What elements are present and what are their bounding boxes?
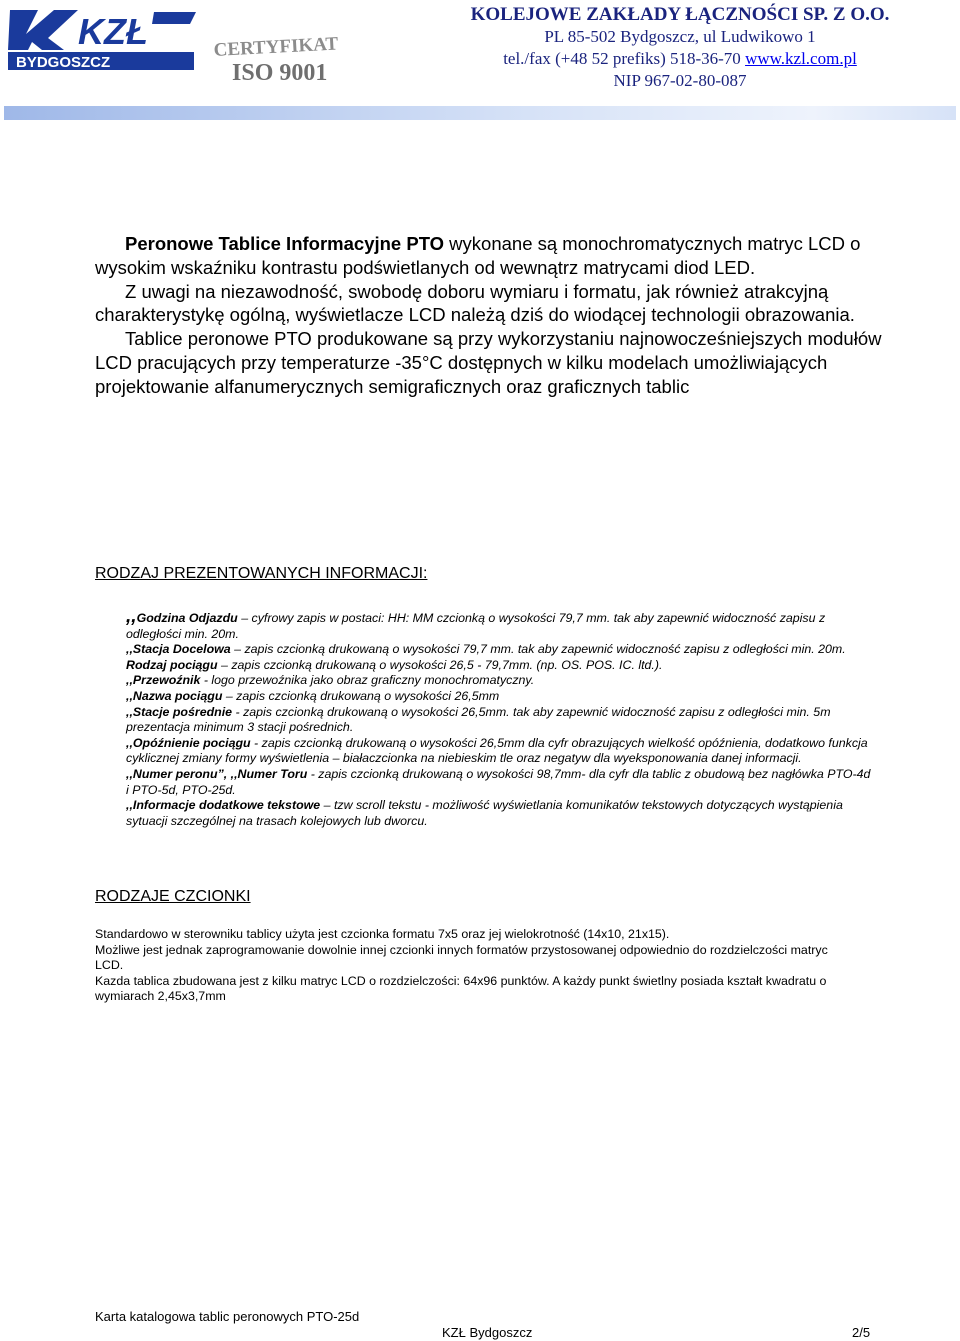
info-item-description: – zapis czcionką drukowaną o wysokości 79,7 mm. tak aby zapewnić widoczność zapisu z odległości min. 20m. bbox=[230, 642, 846, 657]
info-item-quote: ,, bbox=[126, 735, 133, 750]
footer-doc-title: Karta katalogowa tablic peronowych PTO-25d bbox=[95, 1309, 360, 1324]
intro-paragraph-3 bbox=[95, 327, 885, 398]
info-item-description: - zapis czcionką drukowaną o wysokości 26,5mm. tak aby zapewnić widoczność zapisu z odległości min. 5m prezentacja minimum 3 stacji pośrednich. bbox=[126, 704, 831, 735]
svg-text:KZŁ: KZŁ bbox=[78, 11, 148, 52]
info-item bbox=[126, 642, 871, 658]
info-item-quote: ,, bbox=[126, 766, 133, 781]
info-item bbox=[126, 689, 871, 705]
kzl-logo bbox=[4, 4, 200, 72]
info-item-quote: ,, bbox=[126, 642, 133, 657]
info-item-quote: ,, bbox=[126, 688, 133, 703]
info-item-title: Godzina Odjazdu bbox=[136, 611, 238, 625]
fonts-line: Możliwe jest jednak zaprogramowanie dowolnie innej czcionki innych formatów przystosowanej odpowiednio do rozdzielczości matryc LCD. bbox=[95, 942, 828, 973]
section-heading-information-types: RODZAJ PREZENTOWANYCH INFORMACJI: bbox=[95, 565, 428, 582]
info-item-description: - zapis czcionką drukowaną o wysokości 26,5mm dla cyfr obrazujących wielkość opóźnienia, dodatkowo funkcja cyklicznej zmiany formy wyświetlenia – białaczcionka na niebieskim tle oraz negatyw dla wyeksponowania danej informacji. bbox=[126, 735, 868, 766]
intro-p2-text: Z uwagi na niezawodność, swobodę doboru wymiaru i formatu, jak również atrakcyjną charakterystykę ogólną, wyświetlacze LCD należą dziś do wiodącej technologii obrazowania. bbox=[95, 280, 855, 326]
info-item-quote: ,, bbox=[126, 673, 133, 688]
section-heading-fonts: RODZAJE CZCIONKI bbox=[95, 888, 251, 905]
info-item-title: Rodzaj pociągu bbox=[126, 657, 218, 672]
product-name: Peronowe Tablice Informacyjne PTO bbox=[125, 233, 445, 254]
company-contact bbox=[420, 48, 940, 70]
info-item-description: – zapis czcionką drukowaną o wysokości 26,5 - 79,7mm. (np. OS. POS. IC. ltd.). bbox=[217, 657, 663, 672]
intro-p3-text: Tablice peronowe PTO produkowane są przy wykorzystaniu najnowocześniejszych modułów LCD pracujących przy temperaturze -35°C dostępnych w kilku modelach umożliwiających projektowanie alfanumerycznych semigraficznych oraz graficznych tablic bbox=[95, 328, 882, 397]
info-item-title: Nazwa pociągu bbox=[132, 688, 223, 703]
info-item-quote: ,, bbox=[126, 798, 133, 813]
fonts-line: Standardowo w sterowniku tablicy użyta jest czcionka formatu 7x5 oraz jej wielokrotność (14x10, 21x15). bbox=[95, 927, 670, 941]
svg-text:CERTYFIKAT: CERTYFIKAT bbox=[213, 36, 339, 61]
intro-paragraph-2 bbox=[95, 280, 885, 328]
info-item bbox=[126, 673, 871, 689]
info-item-title: Numer peronu”, ,,Numer Toru bbox=[132, 766, 308, 781]
company-address: PL 85-502 Bydgoszcz, ul Ludwikowo 1 bbox=[544, 27, 816, 46]
intro-paragraph-1 bbox=[95, 232, 885, 280]
footer-company: KZŁ Bydgoszcz bbox=[442, 1325, 533, 1340]
footer-page-number: 2/5 bbox=[852, 1325, 871, 1340]
info-item-title: Przewoźnik bbox=[132, 673, 201, 688]
info-item bbox=[126, 767, 871, 798]
info-item-description: – zapis czcionką drukowaną o wysokości 26,5mm bbox=[222, 688, 500, 703]
header-divider-bar bbox=[4, 106, 956, 120]
svg-text:BYDGOSZCZ: BYDGOSZCZ bbox=[16, 54, 111, 71]
info-item bbox=[126, 705, 871, 736]
company-nip: NIP 967-02-80-087 bbox=[613, 71, 747, 90]
info-item bbox=[126, 658, 871, 674]
info-item bbox=[126, 736, 871, 767]
info-item-title: Informacje dodatkowe tekstowe bbox=[132, 798, 321, 813]
iso-certificate-logo bbox=[210, 36, 368, 86]
info-item bbox=[126, 606, 871, 642]
fonts-text bbox=[95, 927, 855, 1005]
intro-p1-rest: wykonane są monochromatycznych matryc LCD o wysokim wskaźniku kontrastu podświetlanych od wewnątrz matrycami diod LED. bbox=[95, 233, 861, 278]
company-name: KOLEJOWE ZAKŁADY ŁĄCZNOŚCI SP. Z O.O. bbox=[470, 4, 890, 25]
phone-text: tel./fax (+48 52 prefiks) 518-36-70 bbox=[503, 49, 746, 68]
info-item-title: Stacje pośrednie bbox=[132, 704, 233, 719]
info-item-quote: ,, bbox=[126, 704, 133, 719]
info-item-description: - zapis czcionką drukowaną o wysokości 98,7mm- dla cyfr dla tablic z obudową bez nagłówka PTO-4d i PTO-5d, PTO-25d. bbox=[126, 766, 871, 797]
info-item-description: – tzw scroll tekstu - możliwość wyświetlania komunikatów tekstowych dotyczących wystąpienia sytuacji szczególnej na trasach kolejowych lub dworcu. bbox=[126, 798, 843, 828]
info-item-title: Opóźnienie pociągu bbox=[132, 735, 251, 750]
fonts-line: Kazda tablica zbudowana jest z kilku matryc LCD o rozdzielczości: 64x96 punktów. A każdy punkt świetlny posiada kształt kwadratu o wymiarach 2,45x3,7mm bbox=[95, 973, 827, 1004]
information-list bbox=[126, 606, 871, 829]
info-item-description: – cyfrowy zapis w postaci: HH: MM czcionką o wysokości 79,7 mm. tak aby zapewnić widoczność zapisu z odległości min. 20m. bbox=[126, 611, 826, 641]
intro-text bbox=[95, 232, 885, 399]
info-item bbox=[126, 798, 871, 829]
svg-text:ISO 9001: ISO 9001 bbox=[232, 60, 328, 86]
info-item-quote: ,, bbox=[126, 606, 137, 627]
info-item-description: - logo przewoźnika jako obraz graficzny monochromatyczny. bbox=[200, 673, 535, 688]
company-info bbox=[420, 4, 940, 92]
website-link[interactable]: www.kzl.com.pl bbox=[745, 49, 857, 68]
info-item-title: Stacja Docelowa bbox=[132, 642, 231, 657]
